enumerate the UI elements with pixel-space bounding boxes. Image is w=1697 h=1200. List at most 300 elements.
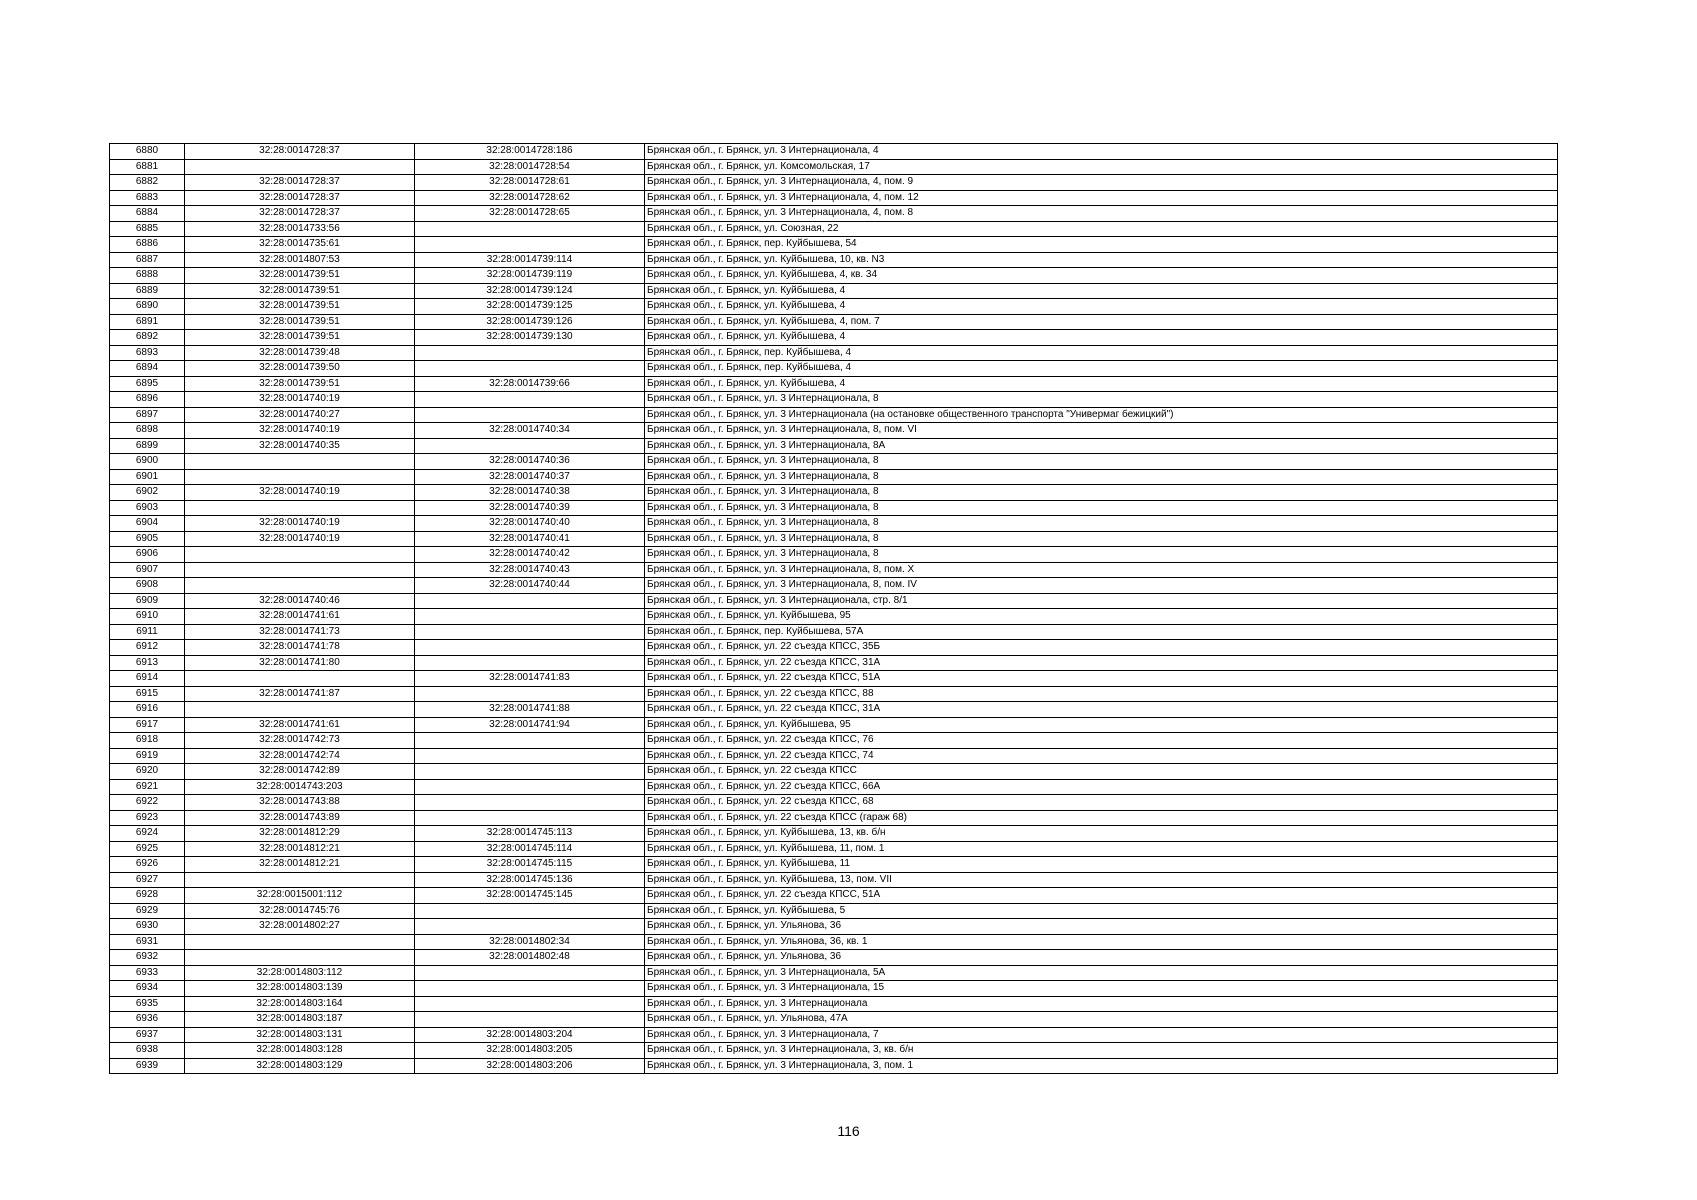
address-cell: Брянская обл., г. Брянск, ул. Ульянова, 36 bbox=[645, 950, 1558, 966]
row-number-cell: 6890 bbox=[110, 299, 185, 315]
table-row bbox=[110, 810, 1558, 826]
address-cell: Брянская обл., г. Брянск, ул. 22 съезда КПСС, 66А bbox=[645, 779, 1558, 795]
address-cell: Брянская обл., г. Брянск, ул. 3 Интернационала, 4, пом. 12 bbox=[645, 190, 1558, 206]
object-cadastral-number-cell: 32:28:0014728:186 bbox=[415, 144, 645, 160]
address-cell: Брянская обл., г. Брянск, ул. 22 съезда КПСС, 51А bbox=[645, 888, 1558, 904]
object-cadastral-number-cell: 32:28:0014803:204 bbox=[415, 1027, 645, 1043]
table-row bbox=[110, 500, 1558, 516]
object-cadastral-number-cell: 32:28:0014739:114 bbox=[415, 252, 645, 268]
address-cell: Брянская обл., г. Брянск, ул. 3 Интернационала, стр. 8/1 bbox=[645, 593, 1558, 609]
address-cell: Брянская обл., г. Брянск, ул. 3 Интернационала, 7 bbox=[645, 1027, 1558, 1043]
cadastral-number-cell: 32:28:0014728:37 bbox=[185, 175, 415, 191]
cadastral-number-cell: 32:28:0014740:19 bbox=[185, 516, 415, 532]
cadastral-number-cell bbox=[185, 159, 415, 175]
row-number-cell: 6883 bbox=[110, 190, 185, 206]
address-cell: Брянская обл., г. Брянск, ул. Ульянова, 36 bbox=[645, 919, 1558, 935]
object-cadastral-number-cell: 32:28:0014741:94 bbox=[415, 717, 645, 733]
address-cell: Брянская обл., г. Брянск, ул. Куйбышева, 4 bbox=[645, 299, 1558, 315]
cadastral-number-cell: 32:28:0014739:50 bbox=[185, 361, 415, 377]
object-cadastral-number-cell: 32:28:0014739:125 bbox=[415, 299, 645, 315]
address-cell: Брянская обл., г. Брянск, ул. 3 Интернационала, 8 bbox=[645, 516, 1558, 532]
cadastral-number-cell: 32:28:0014740:19 bbox=[185, 392, 415, 408]
object-cadastral-number-cell bbox=[415, 407, 645, 423]
cadastral-number-cell: 32:28:0014740:19 bbox=[185, 531, 415, 547]
cadastral-number-cell: 32:28:0015001:112 bbox=[185, 888, 415, 904]
cadastral-number-cell: 32:28:0014739:51 bbox=[185, 283, 415, 299]
object-cadastral-number-cell bbox=[415, 810, 645, 826]
table-row bbox=[110, 578, 1558, 594]
table-row bbox=[110, 547, 1558, 563]
table-row bbox=[110, 950, 1558, 966]
table-row bbox=[110, 1043, 1558, 1059]
address-cell: Брянская обл., г. Брянск, ул. Куйбышева, 4 bbox=[645, 376, 1558, 392]
object-cadastral-number-cell: 32:28:0014739:66 bbox=[415, 376, 645, 392]
object-cadastral-number-cell bbox=[415, 764, 645, 780]
cadastral-number-cell: 32:28:0014735:61 bbox=[185, 237, 415, 253]
address-cell: Брянская обл., г. Брянск, ул. 22 съезда КПСС, 68 bbox=[645, 795, 1558, 811]
address-cell: Брянская обл., г. Брянск, ул. 3 Интернационала bbox=[645, 996, 1558, 1012]
cadastral-number-cell: 32:28:0014728:37 bbox=[185, 144, 415, 160]
cadastral-number-cell: 32:28:0014740:46 bbox=[185, 593, 415, 609]
table-row bbox=[110, 345, 1558, 361]
cadastral-number-cell: 32:28:0014803:131 bbox=[185, 1027, 415, 1043]
object-cadastral-number-cell bbox=[415, 996, 645, 1012]
object-cadastral-number-cell bbox=[415, 640, 645, 656]
address-cell: Брянская обл., г. Брянск, ул. 3 Интернационала, 8 bbox=[645, 500, 1558, 516]
cadastral-number-cell: 32:28:0014733:56 bbox=[185, 221, 415, 237]
row-number-cell: 6924 bbox=[110, 826, 185, 842]
row-number-cell: 6916 bbox=[110, 702, 185, 718]
object-cadastral-number-cell bbox=[415, 237, 645, 253]
cadastral-number-cell bbox=[185, 872, 415, 888]
object-cadastral-number-cell: 32:28:0014740:37 bbox=[415, 469, 645, 485]
row-number-cell: 6931 bbox=[110, 934, 185, 950]
object-cadastral-number-cell bbox=[415, 221, 645, 237]
object-cadastral-number-cell bbox=[415, 981, 645, 997]
address-cell: Брянская обл., г. Брянск, ул. Ульянова, 36, кв. 1 bbox=[645, 934, 1558, 950]
table-row bbox=[110, 438, 1558, 454]
address-cell: Брянская обл., г. Брянск, ул. 22 съезда КПСС bbox=[645, 764, 1558, 780]
address-cell: Брянская обл., г. Брянск, ул. 3 Интернационала, 8 bbox=[645, 454, 1558, 470]
cadastral-number-cell: 32:28:0014803:139 bbox=[185, 981, 415, 997]
table-row bbox=[110, 640, 1558, 656]
table-row bbox=[110, 252, 1558, 268]
row-number-cell: 6881 bbox=[110, 159, 185, 175]
cadastral-number-cell: 32:28:0014739:51 bbox=[185, 330, 415, 346]
object-cadastral-number-cell: 32:28:0014803:205 bbox=[415, 1043, 645, 1059]
row-number-cell: 6884 bbox=[110, 206, 185, 222]
object-cadastral-number-cell: 32:28:0014740:42 bbox=[415, 547, 645, 563]
cadastral-number-cell: 32:28:0014743:88 bbox=[185, 795, 415, 811]
object-cadastral-number-cell bbox=[415, 361, 645, 377]
table-row bbox=[110, 609, 1558, 625]
object-cadastral-number-cell bbox=[415, 392, 645, 408]
row-number-cell: 6892 bbox=[110, 330, 185, 346]
object-cadastral-number-cell bbox=[415, 1012, 645, 1028]
cadastral-number-cell: 32:28:0014812:21 bbox=[185, 841, 415, 857]
cadastral-number-cell: 32:28:0014803:187 bbox=[185, 1012, 415, 1028]
table-row bbox=[110, 376, 1558, 392]
cadastral-number-cell: 32:28:0014739:51 bbox=[185, 376, 415, 392]
table-row bbox=[110, 562, 1558, 578]
table-row bbox=[110, 206, 1558, 222]
row-number-cell: 6935 bbox=[110, 996, 185, 1012]
cadastral-number-cell: 32:28:0014739:51 bbox=[185, 268, 415, 284]
object-cadastral-number-cell: 32:28:0014745:115 bbox=[415, 857, 645, 873]
object-cadastral-number-cell bbox=[415, 919, 645, 935]
row-number-cell: 6930 bbox=[110, 919, 185, 935]
table-row bbox=[110, 314, 1558, 330]
row-number-cell: 6887 bbox=[110, 252, 185, 268]
address-cell: Брянская обл., г. Брянск, ул. Куйбышева, 4, пом. 7 bbox=[645, 314, 1558, 330]
row-number-cell: 6906 bbox=[110, 547, 185, 563]
address-cell: Брянская обл., г. Брянск, ул. Куйбышева, 4 bbox=[645, 330, 1558, 346]
table-row bbox=[110, 531, 1558, 547]
object-cadastral-number-cell: 32:28:0014745:114 bbox=[415, 841, 645, 857]
address-cell: Брянская обл., г. Брянск, ул. 3 Интернационала, 8 bbox=[645, 531, 1558, 547]
address-cell: Брянская обл., г. Брянск, ул. 3 Интернационала, 15 bbox=[645, 981, 1558, 997]
address-cell: Брянская обл., г. Брянск, ул. 3 Интернационала, 8 bbox=[645, 469, 1558, 485]
table-row bbox=[110, 159, 1558, 175]
table-row bbox=[110, 764, 1558, 780]
table-row bbox=[110, 671, 1558, 687]
table-row bbox=[110, 748, 1558, 764]
object-cadastral-number-cell bbox=[415, 748, 645, 764]
row-number-cell: 6939 bbox=[110, 1058, 185, 1074]
row-number-cell: 6908 bbox=[110, 578, 185, 594]
object-cadastral-number-cell bbox=[415, 345, 645, 361]
cadastral-number-cell bbox=[185, 500, 415, 516]
object-cadastral-number-cell bbox=[415, 624, 645, 640]
address-cell: Брянская обл., г. Брянск, ул. Куйбышева, 11 bbox=[645, 857, 1558, 873]
cadastral-number-cell bbox=[185, 562, 415, 578]
row-number-cell: 6937 bbox=[110, 1027, 185, 1043]
address-cell: Брянская обл., г. Брянск, ул. 3 Интернационала, 8 bbox=[645, 547, 1558, 563]
row-number-cell: 6902 bbox=[110, 485, 185, 501]
cadastral-number-cell: 32:28:0014743:203 bbox=[185, 779, 415, 795]
cadastral-number-cell: 32:28:0014741:61 bbox=[185, 717, 415, 733]
table-row bbox=[110, 283, 1558, 299]
row-number-cell: 6898 bbox=[110, 423, 185, 439]
address-cell: Брянская обл., г. Брянск, ул. 3 Интернационала, 3, кв. б/н bbox=[645, 1043, 1558, 1059]
object-cadastral-number-cell: 32:28:0014739:124 bbox=[415, 283, 645, 299]
row-number-cell: 6889 bbox=[110, 283, 185, 299]
table-row bbox=[110, 795, 1558, 811]
cadastral-number-cell: 32:28:0014812:21 bbox=[185, 857, 415, 873]
cadastral-number-cell: 32:28:0014803:164 bbox=[185, 996, 415, 1012]
cadastral-number-cell: 32:28:0014812:29 bbox=[185, 826, 415, 842]
object-cadastral-number-cell: 32:28:0014803:206 bbox=[415, 1058, 645, 1074]
address-cell: Брянская обл., г. Брянск, ул. 22 съезда КПСС, 31А bbox=[645, 655, 1558, 671]
row-number-cell: 6894 bbox=[110, 361, 185, 377]
table-row bbox=[110, 779, 1558, 795]
cadastral-number-cell: 32:28:0014739:51 bbox=[185, 299, 415, 315]
row-number-cell: 6901 bbox=[110, 469, 185, 485]
address-cell: Брянская обл., г. Брянск, ул. Куйбышева, 4, кв. 34 bbox=[645, 268, 1558, 284]
row-number-cell: 6914 bbox=[110, 671, 185, 687]
address-cell: Брянская обл., г. Брянск, ул. 22 съезда КПСС, 35Б bbox=[645, 640, 1558, 656]
address-cell: Брянская обл., г. Брянск, пер. Куйбышева, 4 bbox=[645, 361, 1558, 377]
table-row bbox=[110, 655, 1558, 671]
object-cadastral-number-cell: 32:28:0014745:136 bbox=[415, 872, 645, 888]
address-cell: Брянская обл., г. Брянск, пер. Куйбышева, 4 bbox=[645, 345, 1558, 361]
address-cell: Брянская обл., г. Брянск, ул. 22 съезда КПСС, 74 bbox=[645, 748, 1558, 764]
table-row bbox=[110, 934, 1558, 950]
registry-table bbox=[109, 143, 1558, 1074]
address-cell: Брянская обл., г. Брянск, ул. 22 съезда КПСС, 51А bbox=[645, 671, 1558, 687]
row-number-cell: 6923 bbox=[110, 810, 185, 826]
table-row bbox=[110, 516, 1558, 532]
row-number-cell: 6928 bbox=[110, 888, 185, 904]
cadastral-number-cell: 32:28:0014741:87 bbox=[185, 686, 415, 702]
table-row bbox=[110, 1058, 1558, 1074]
cadastral-number-cell bbox=[185, 578, 415, 594]
table-row bbox=[110, 407, 1558, 423]
object-cadastral-number-cell: 32:28:0014739:119 bbox=[415, 268, 645, 284]
address-cell: Брянская обл., г. Брянск, ул. Куйбышева, 5 bbox=[645, 903, 1558, 919]
address-cell: Брянская обл., г. Брянск, ул. Куйбышева, 11, пом. 1 bbox=[645, 841, 1558, 857]
object-cadastral-number-cell: 32:28:0014740:39 bbox=[415, 500, 645, 516]
address-cell: Брянская обл., г. Брянск, ул. Союзная, 22 bbox=[645, 221, 1558, 237]
row-number-cell: 6897 bbox=[110, 407, 185, 423]
table-row bbox=[110, 717, 1558, 733]
table-row bbox=[110, 361, 1558, 377]
object-cadastral-number-cell: 32:28:0014740:40 bbox=[415, 516, 645, 532]
table-row bbox=[110, 175, 1558, 191]
cadastral-number-cell: 32:28:0014742:74 bbox=[185, 748, 415, 764]
object-cadastral-number-cell bbox=[415, 593, 645, 609]
cadastral-number-cell: 32:28:0014742:73 bbox=[185, 733, 415, 749]
object-cadastral-number-cell bbox=[415, 965, 645, 981]
row-number-cell: 6903 bbox=[110, 500, 185, 516]
address-cell: Брянская обл., г. Брянск, ул. 3 Интернационала, 8 bbox=[645, 485, 1558, 501]
address-cell: Брянская обл., г. Брянск, ул. 3 Интернационала, 8А bbox=[645, 438, 1558, 454]
table-row bbox=[110, 981, 1558, 997]
table-row bbox=[110, 485, 1558, 501]
table-row bbox=[110, 593, 1558, 609]
address-cell: Брянская обл., г. Брянск, ул. Куйбышева, 95 bbox=[645, 609, 1558, 625]
row-number-cell: 6919 bbox=[110, 748, 185, 764]
row-number-cell: 6933 bbox=[110, 965, 185, 981]
address-cell: Брянская обл., г. Брянск, пер. Куйбышева, 54 bbox=[645, 237, 1558, 253]
row-number-cell: 6920 bbox=[110, 764, 185, 780]
cadastral-number-cell bbox=[185, 950, 415, 966]
address-cell: Брянская обл., г. Брянск, ул. Куйбышева, 4 bbox=[645, 283, 1558, 299]
table-row bbox=[110, 996, 1558, 1012]
address-cell: Брянская обл., г. Брянск, ул. 22 съезда КПСС, 88 bbox=[645, 686, 1558, 702]
row-number-cell: 6934 bbox=[110, 981, 185, 997]
object-cadastral-number-cell: 32:28:0014740:34 bbox=[415, 423, 645, 439]
object-cadastral-number-cell: 32:28:0014740:44 bbox=[415, 578, 645, 594]
cadastral-number-cell: 32:28:0014741:73 bbox=[185, 624, 415, 640]
row-number-cell: 6882 bbox=[110, 175, 185, 191]
row-number-cell: 6886 bbox=[110, 237, 185, 253]
row-number-cell: 6880 bbox=[110, 144, 185, 160]
row-number-cell: 6929 bbox=[110, 903, 185, 919]
table-row bbox=[110, 733, 1558, 749]
address-cell: Брянская обл., г. Брянск, ул. Куйбышева, 13, кв. б/н bbox=[645, 826, 1558, 842]
cadastral-number-cell: 32:28:0014745:76 bbox=[185, 903, 415, 919]
cadastral-number-cell bbox=[185, 934, 415, 950]
row-number-cell: 6918 bbox=[110, 733, 185, 749]
table-row bbox=[110, 330, 1558, 346]
cadastral-number-cell: 32:28:0014728:37 bbox=[185, 206, 415, 222]
row-number-cell: 6915 bbox=[110, 686, 185, 702]
object-cadastral-number-cell bbox=[415, 686, 645, 702]
table-row bbox=[110, 826, 1558, 842]
row-number-cell: 6921 bbox=[110, 779, 185, 795]
table-row bbox=[110, 392, 1558, 408]
cadastral-number-cell: 32:28:0014803:128 bbox=[185, 1043, 415, 1059]
object-cadastral-number-cell: 32:28:0014740:43 bbox=[415, 562, 645, 578]
address-cell: Брянская обл., г. Брянск, ул. 3 Интернационала, 8, пом. IV bbox=[645, 578, 1558, 594]
cadastral-number-cell: 32:28:0014740:27 bbox=[185, 407, 415, 423]
cadastral-number-cell bbox=[185, 454, 415, 470]
object-cadastral-number-cell bbox=[415, 779, 645, 795]
object-cadastral-number-cell: 32:28:0014728:65 bbox=[415, 206, 645, 222]
row-number-cell: 6899 bbox=[110, 438, 185, 454]
table-row bbox=[110, 624, 1558, 640]
table-row bbox=[110, 423, 1558, 439]
cadastral-number-cell: 32:28:0014803:112 bbox=[185, 965, 415, 981]
row-number-cell: 6932 bbox=[110, 950, 185, 966]
cadastral-number-cell: 32:28:0014739:48 bbox=[185, 345, 415, 361]
table-row bbox=[110, 144, 1558, 160]
table-row bbox=[110, 237, 1558, 253]
table-row bbox=[110, 454, 1558, 470]
object-cadastral-number-cell bbox=[415, 438, 645, 454]
address-cell: Брянская обл., г. Брянск, ул. Куйбышева, 95 bbox=[645, 717, 1558, 733]
row-number-cell: 6905 bbox=[110, 531, 185, 547]
object-cadastral-number-cell: 32:28:0014802:34 bbox=[415, 934, 645, 950]
row-number-cell: 6936 bbox=[110, 1012, 185, 1028]
row-number-cell: 6885 bbox=[110, 221, 185, 237]
row-number-cell: 6895 bbox=[110, 376, 185, 392]
cadastral-number-cell: 32:28:0014739:51 bbox=[185, 314, 415, 330]
registry-table-body bbox=[110, 144, 1558, 1074]
address-cell: Брянская обл., г. Брянск, ул. 3 Интернационала, 3, пом. 1 bbox=[645, 1058, 1558, 1074]
address-cell: Брянская обл., г. Брянск, ул. 3 Интернационала, 8, пом. VI bbox=[645, 423, 1558, 439]
row-number-cell: 6910 bbox=[110, 609, 185, 625]
address-cell: Брянская обл., г. Брянск, ул. 3 Интернационала, 8 bbox=[645, 392, 1558, 408]
table-row bbox=[110, 686, 1558, 702]
table-row bbox=[110, 919, 1558, 935]
object-cadastral-number-cell: 32:28:0014741:83 bbox=[415, 671, 645, 687]
object-cadastral-number-cell: 32:28:0014728:61 bbox=[415, 175, 645, 191]
object-cadastral-number-cell: 32:28:0014728:62 bbox=[415, 190, 645, 206]
table-row bbox=[110, 268, 1558, 284]
table-row bbox=[110, 469, 1558, 485]
row-number-cell: 6912 bbox=[110, 640, 185, 656]
table-row bbox=[110, 221, 1558, 237]
table-row bbox=[110, 857, 1558, 873]
row-number-cell: 6909 bbox=[110, 593, 185, 609]
cadastral-number-cell: 32:28:0014728:37 bbox=[185, 190, 415, 206]
cadastral-number-cell: 32:28:0014740:19 bbox=[185, 423, 415, 439]
row-number-cell: 6927 bbox=[110, 872, 185, 888]
cadastral-number-cell: 32:28:0014742:89 bbox=[185, 764, 415, 780]
object-cadastral-number-cell: 32:28:0014745:145 bbox=[415, 888, 645, 904]
row-number-cell: 6907 bbox=[110, 562, 185, 578]
row-number-cell: 6896 bbox=[110, 392, 185, 408]
address-cell: Брянская обл., г. Брянск, ул. Ульянова, 47А bbox=[645, 1012, 1558, 1028]
address-cell: Брянская обл., г. Брянск, пер. Куйбышева, 57А bbox=[645, 624, 1558, 640]
row-number-cell: 6911 bbox=[110, 624, 185, 640]
cadastral-number-cell: 32:28:0014802:27 bbox=[185, 919, 415, 935]
row-number-cell: 6888 bbox=[110, 268, 185, 284]
address-cell: Брянская обл., г. Брянск, ул. Комсомольская, 17 bbox=[645, 159, 1558, 175]
cadastral-number-cell bbox=[185, 469, 415, 485]
table-row bbox=[110, 965, 1558, 981]
object-cadastral-number-cell: 32:28:0014802:48 bbox=[415, 950, 645, 966]
table-row bbox=[110, 1012, 1558, 1028]
row-number-cell: 6893 bbox=[110, 345, 185, 361]
table-row bbox=[110, 903, 1558, 919]
object-cadastral-number-cell: 32:28:0014741:88 bbox=[415, 702, 645, 718]
table-row bbox=[110, 872, 1558, 888]
cadastral-number-cell: 32:28:0014741:80 bbox=[185, 655, 415, 671]
row-number-cell: 6913 bbox=[110, 655, 185, 671]
address-cell: Брянская обл., г. Брянск, ул. 22 съезда КПСС, 76 bbox=[645, 733, 1558, 749]
table-row bbox=[110, 190, 1558, 206]
object-cadastral-number-cell: 32:28:0014728:54 bbox=[415, 159, 645, 175]
cadastral-number-cell: 32:28:0014740:19 bbox=[185, 485, 415, 501]
object-cadastral-number-cell bbox=[415, 795, 645, 811]
page-number: 116 bbox=[837, 1123, 860, 1139]
row-number-cell: 6891 bbox=[110, 314, 185, 330]
object-cadastral-number-cell: 32:28:0014739:130 bbox=[415, 330, 645, 346]
row-number-cell: 6926 bbox=[110, 857, 185, 873]
cadastral-number-cell: 32:28:0014740:35 bbox=[185, 438, 415, 454]
address-cell: Брянская обл., г. Брянск, ул. Куйбышева, 13, пом. VII bbox=[645, 872, 1558, 888]
table-row bbox=[110, 1027, 1558, 1043]
row-number-cell: 6938 bbox=[110, 1043, 185, 1059]
row-number-cell: 6925 bbox=[110, 841, 185, 857]
object-cadastral-number-cell: 32:28:0014739:126 bbox=[415, 314, 645, 330]
row-number-cell: 6900 bbox=[110, 454, 185, 470]
address-cell: Брянская обл., г. Брянск, ул. 3 Интернационала (на остановке общественного транспорта "Универмаг бежицкий") bbox=[645, 407, 1558, 423]
address-cell: Брянская обл., г. Брянск, ул. 3 Интернационала, 5А bbox=[645, 965, 1558, 981]
cadastral-number-cell: 32:28:0014741:61 bbox=[185, 609, 415, 625]
table-row bbox=[110, 888, 1558, 904]
address-cell: Брянская обл., г. Брянск, ул. 3 Интернационала, 4, пом. 9 bbox=[645, 175, 1558, 191]
address-cell: Брянская обл., г. Брянск, ул. 3 Интернационала, 4 bbox=[645, 144, 1558, 160]
row-number-cell: 6922 bbox=[110, 795, 185, 811]
address-cell: Брянская обл., г. Брянск, ул. 3 Интернационала, 8, пом. X bbox=[645, 562, 1558, 578]
object-cadastral-number-cell: 32:28:0014740:36 bbox=[415, 454, 645, 470]
address-cell: Брянская обл., г. Брянск, ул. Куйбышева, 10, кв. N3 bbox=[645, 252, 1558, 268]
cadastral-number-cell: 32:28:0014743:89 bbox=[185, 810, 415, 826]
table-row bbox=[110, 702, 1558, 718]
row-number-cell: 6904 bbox=[110, 516, 185, 532]
object-cadastral-number-cell: 32:28:0014740:41 bbox=[415, 531, 645, 547]
table-row bbox=[110, 841, 1558, 857]
object-cadastral-number-cell: 32:28:0014745:113 bbox=[415, 826, 645, 842]
object-cadastral-number-cell bbox=[415, 609, 645, 625]
address-cell: Брянская обл., г. Брянск, ул. 22 съезда КПСС, 31А bbox=[645, 702, 1558, 718]
address-cell: Брянская обл., г. Брянск, ул. 22 съезда КПСС (гараж 68) bbox=[645, 810, 1558, 826]
object-cadastral-number-cell bbox=[415, 733, 645, 749]
cadastral-number-cell bbox=[185, 702, 415, 718]
cadastral-number-cell: 32:28:0014803:129 bbox=[185, 1058, 415, 1074]
cadastral-number-cell bbox=[185, 547, 415, 563]
address-cell: Брянская обл., г. Брянск, ул. 3 Интернационала, 4, пом. 8 bbox=[645, 206, 1558, 222]
object-cadastral-number-cell: 32:28:0014740:38 bbox=[415, 485, 645, 501]
cadastral-number-cell: 32:28:0014807:53 bbox=[185, 252, 415, 268]
object-cadastral-number-cell bbox=[415, 903, 645, 919]
table-row bbox=[110, 299, 1558, 315]
cadastral-number-cell bbox=[185, 671, 415, 687]
